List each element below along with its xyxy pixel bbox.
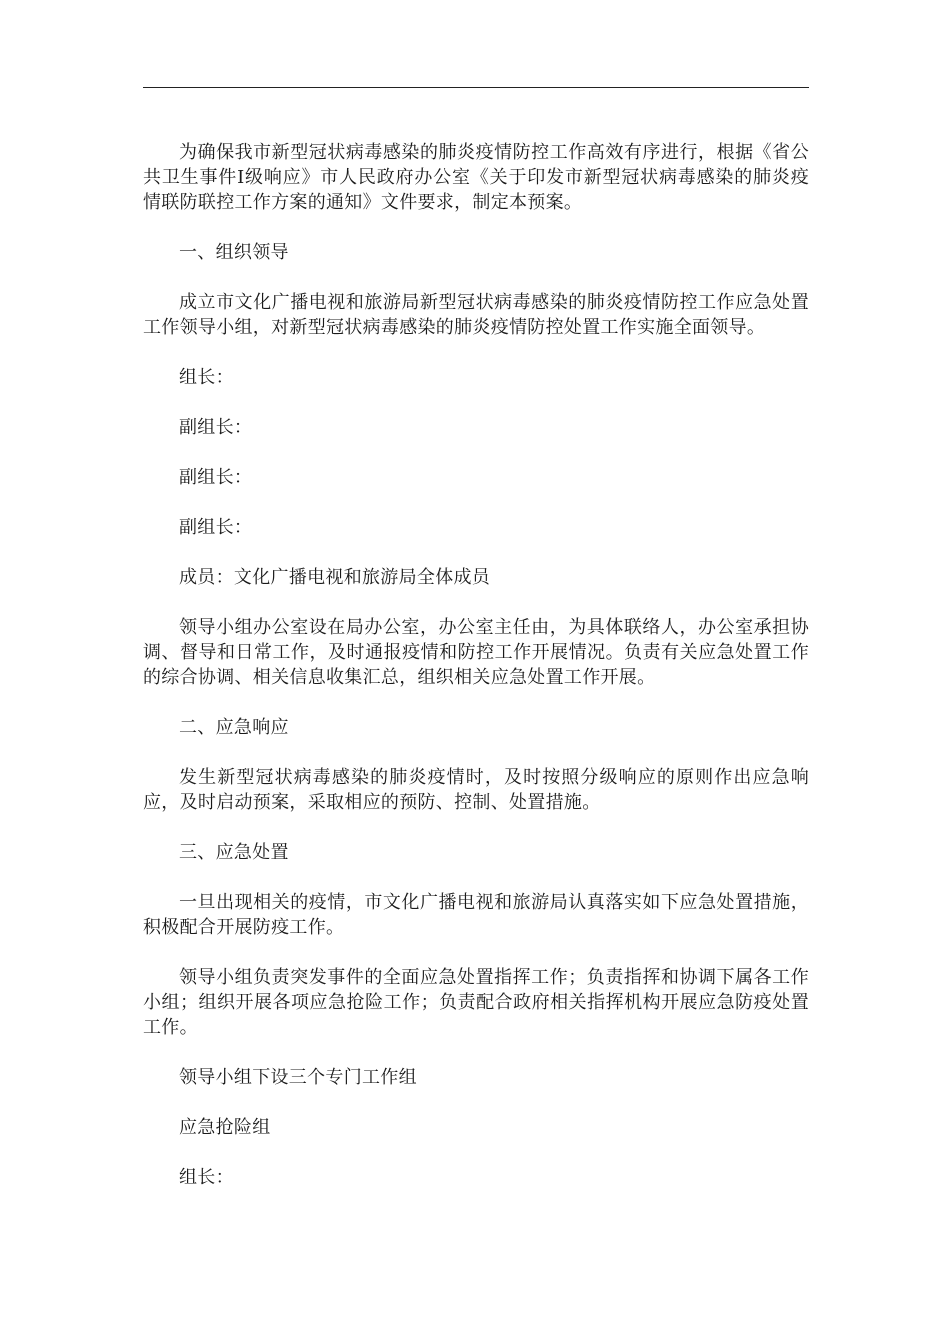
deputy-leader-line-2: 副组长：	[179, 467, 253, 488]
deputy-leader-line-3: 副组长：	[179, 517, 253, 538]
document-body	[143, 140, 809, 1215]
response-paragraph: 发生新型冠状病毒感染的肺炎疫情时，及时按照分级响应的原则作出应急响应，及时启动预案，采取相应的预防、控制、处置措施。	[143, 767, 809, 813]
command-duties-paragraph: 领导小组负责突发事件的全面应急处置指挥工作；负责指挥和协调下属各工作小组；组织开展各项应急抢险工作；负责配合政府相关指挥机构开展应急防疫处置工作。	[143, 967, 809, 1038]
office-duties-paragraph: 领导小组办公室设在局办公室，办公室主任由，为具体联络人，办公室承担协调、督导和日常工作，及时通报疫情和防控工作开展情况。负责有关应急处置工作的综合协调、相关信息收集汇总，组织相关应急处置工作开展。	[143, 617, 809, 688]
handling-paragraph: 一旦出现相关的疫情，市文化广播电视和旅游局认真落实如下应急处置措施，积极配合开展防疫工作。	[143, 892, 809, 938]
rescue-group-leader-line: 组长：	[179, 1167, 234, 1188]
intro-paragraph: 为确保我市新型冠状病毒感染的肺炎疫情防控工作高效有序进行，根据《省公共卫生事件Ⅰ级响应》市人民政府办公室《关于印发市新型冠状病毒感染的肺炎疫情联防联控工作方案的通知》文件要求，制定本预案。	[143, 142, 809, 213]
deputy-leader-line-1: 副组长：	[179, 417, 253, 438]
section-heading-handling: 三、应急处置	[179, 842, 289, 863]
section-heading-response: 二、应急响应	[179, 717, 289, 738]
header-rule	[143, 87, 809, 88]
working-groups-line: 领导小组下设三个专门工作组	[179, 1067, 417, 1088]
section-heading-organization: 一、组织领导	[179, 242, 289, 263]
members-line: 成员：文化广播电视和旅游局全体成员	[179, 567, 491, 588]
group-leader-line: 组长：	[179, 367, 234, 388]
leadership-group-paragraph: 成立市文化广播电视和旅游局新型冠状病毒感染的肺炎疫情防控工作应急处置工作领导小组，对新型冠状病毒感染的肺炎疫情防控处置工作实施全面领导。	[143, 292, 809, 338]
rescue-group-heading: 应急抢险组	[179, 1117, 271, 1138]
